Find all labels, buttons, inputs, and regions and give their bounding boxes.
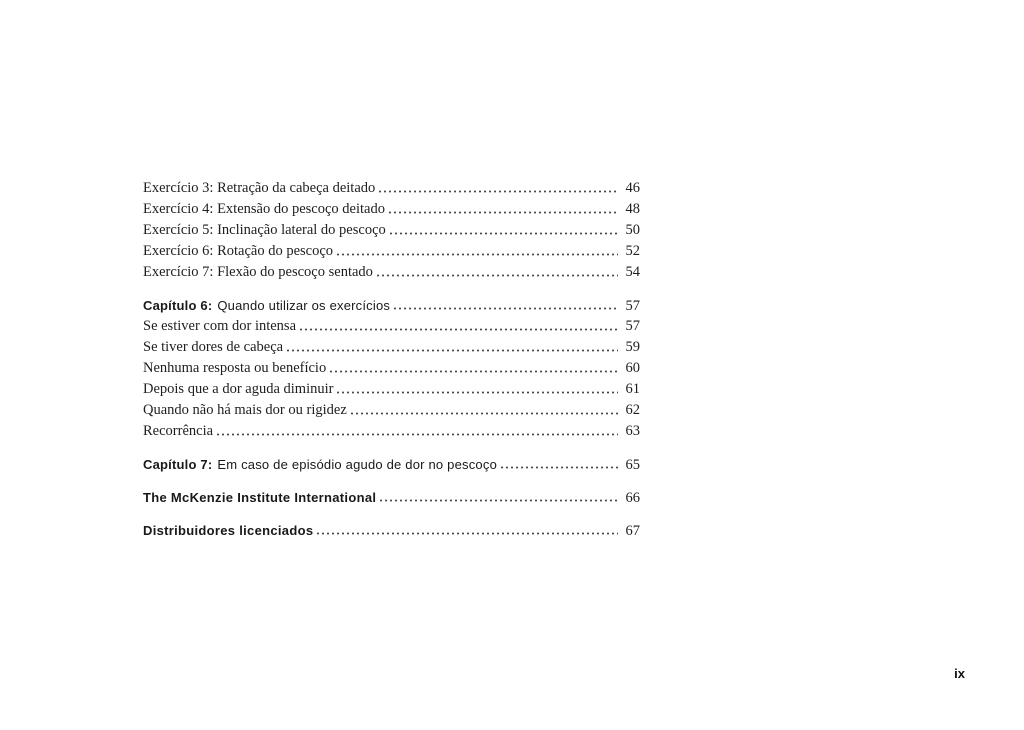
- toc-entry-label: Recorrência: [143, 423, 214, 439]
- toc-entry-label: Distribuidores licenciados: [143, 523, 314, 538]
- toc-entry-page: 65: [625, 457, 640, 473]
- dot-leader: [300, 328, 618, 331]
- dot-leader: [317, 532, 618, 535]
- toc-entry-label: Quando não há mais dor ou rigidez: [143, 402, 347, 418]
- toc-entry: [143, 337, 640, 358]
- dot-leader: [287, 349, 618, 352]
- toc-entry: [143, 421, 640, 442]
- toc-entry-page: 60: [625, 360, 640, 376]
- toc-entry-label: [143, 295, 390, 316]
- toc-entry: [143, 178, 640, 199]
- dot-leader: [217, 433, 618, 436]
- toc-entry: [143, 262, 640, 283]
- toc-entry: [143, 220, 640, 241]
- toc-entry-label: Exercício 6: Rotação do pescoço: [143, 243, 334, 259]
- toc-entry-page: 61: [625, 381, 640, 397]
- toc-entry-page: 57: [625, 318, 640, 334]
- dot-leader: [379, 190, 618, 193]
- table-of-contents: [143, 178, 640, 541]
- toc-entry-label: [143, 454, 497, 475]
- toc-entry-page: 46: [625, 180, 640, 196]
- dot-leader: [351, 412, 618, 415]
- toc-entry: [143, 316, 640, 337]
- toc-entry: [143, 358, 640, 379]
- toc-entry-page: 62: [625, 402, 640, 418]
- toc-entry-page: 67: [625, 523, 640, 539]
- toc-entry-page: 57: [625, 298, 640, 314]
- toc-entry-page: 59: [625, 339, 640, 355]
- toc-section-entry: [143, 487, 640, 508]
- page-number-folio: ix: [954, 666, 965, 681]
- toc-entry-label: Nenhuma resposta ou benefício: [143, 360, 327, 376]
- toc-entry-label: Se tiver dores de cabeça: [143, 339, 284, 355]
- toc-entry-page: 54: [625, 264, 640, 280]
- toc-section-entry: [143, 520, 640, 541]
- chapter-number-label: Capítulo 6:: [143, 298, 213, 313]
- chapter-title-label: Em caso de episódio agudo de dor no pescoço: [217, 457, 497, 472]
- toc-chapter-entry: [143, 454, 640, 475]
- toc-entry-label: Depois que a dor aguda diminuir: [143, 381, 334, 397]
- toc-entry: [143, 379, 640, 400]
- toc-entry-page: 48: [625, 201, 640, 217]
- toc-entry-label: The McKenzie Institute International: [143, 490, 377, 505]
- dot-leader: [377, 274, 618, 277]
- toc-entry-page: 63: [625, 423, 640, 439]
- toc-entry-page: 66: [625, 490, 640, 506]
- dot-leader: [337, 391, 618, 394]
- dot-leader: [389, 211, 618, 214]
- toc-entry: [143, 241, 640, 262]
- toc-entry: [143, 199, 640, 220]
- toc-entry-label: Exercício 7: Flexão do pescoço sentado: [143, 264, 373, 280]
- toc-entry-label: Exercício 5: Inclinação lateral do pescoço: [143, 222, 386, 238]
- toc-entry-page: 50: [625, 222, 640, 238]
- chapter-number-label: Capítulo 7:: [143, 457, 213, 472]
- toc-entry-page: 52: [625, 243, 640, 259]
- toc-entry-label: Se estiver com dor intensa: [143, 318, 297, 334]
- dot-leader: [337, 253, 618, 256]
- toc-chapter-entry: [143, 295, 640, 316]
- chapter-title-label: Quando utilizar os exercícios: [217, 298, 391, 313]
- dot-leader: [501, 466, 618, 469]
- dot-leader: [330, 370, 618, 373]
- dot-leader: [394, 307, 618, 310]
- dot-leader: [390, 232, 618, 235]
- toc-entry: [143, 400, 640, 421]
- dot-leader: [380, 499, 618, 502]
- toc-entry-label: Exercício 3: Retração da cabeça deitado: [143, 180, 376, 196]
- toc-entry-label: Exercício 4: Extensão do pescoço deitado: [143, 201, 385, 217]
